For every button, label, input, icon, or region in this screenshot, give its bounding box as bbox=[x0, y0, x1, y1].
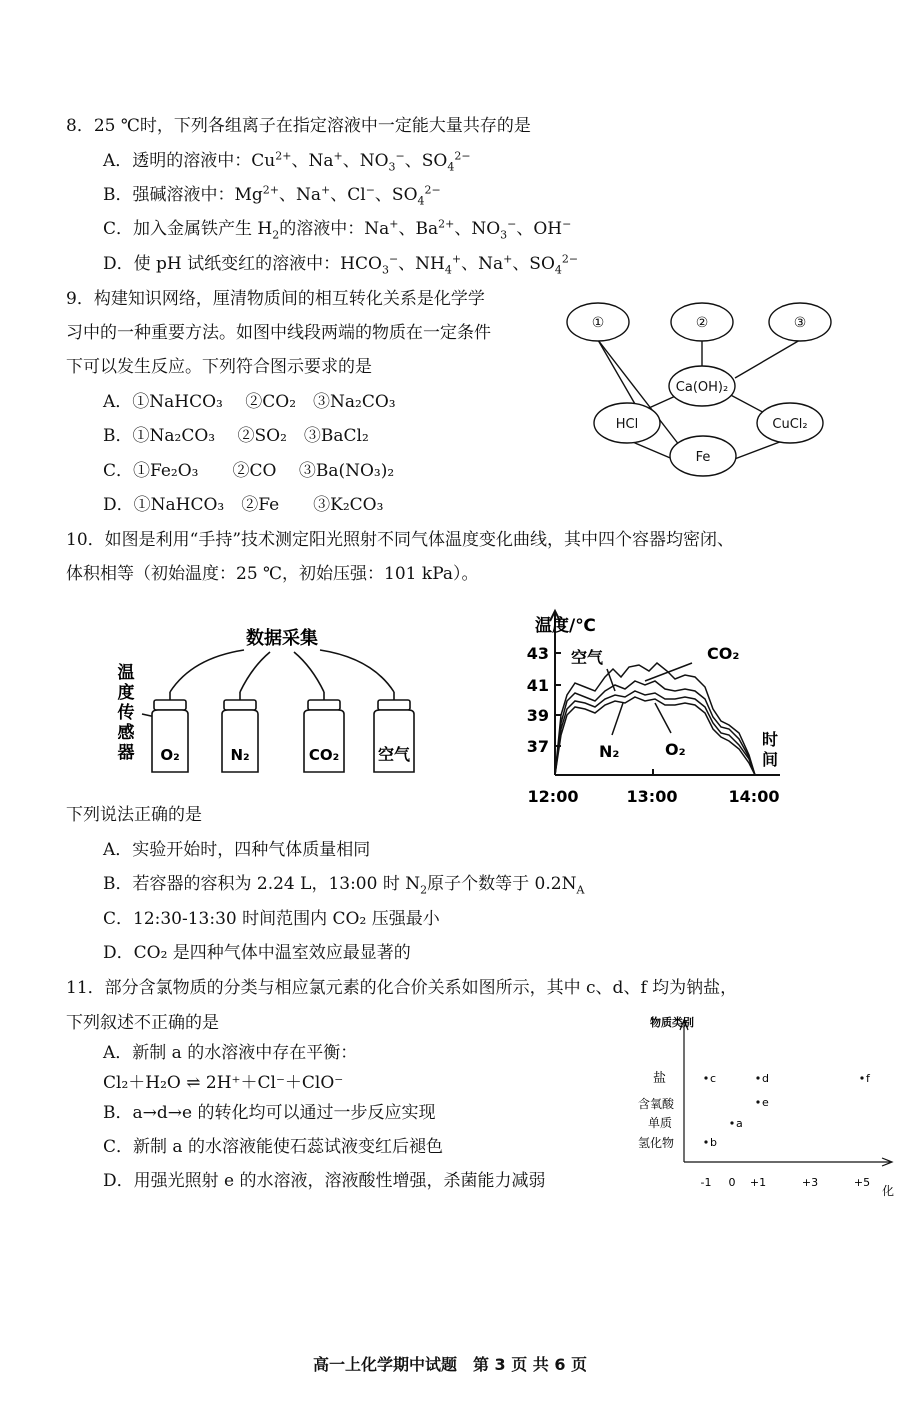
q8-option-d: D．使 pH 试纸变红的溶液中：$HCO_3^-$、$NH_4^+$、Na+、$SO_4^{2-}$ bbox=[103, 252, 579, 277]
q9-option-b: B．①Na₂CO₃ ②SO₂ ③BaCl₂ bbox=[103, 426, 369, 446]
point-label-c: c bbox=[710, 1072, 717, 1085]
point-e bbox=[756, 1100, 759, 1103]
bottle-o2: O₂ bbox=[160, 746, 180, 764]
curve-air bbox=[555, 681, 755, 775]
y-tick-43: 43 bbox=[526, 644, 549, 663]
q11-stem-1: 11．部分含氯物质的分类与相应氯元素的化合价关系如图所示，其中 c、d、f 均为钠盐， bbox=[66, 978, 738, 998]
label-air: 空气 bbox=[571, 648, 604, 667]
point-d bbox=[756, 1076, 759, 1079]
svg-text:器: 器 bbox=[117, 743, 135, 763]
curve-o2 bbox=[555, 697, 755, 775]
category-oxyacid: 含氧酸 bbox=[637, 1097, 674, 1111]
point-label-b: b bbox=[710, 1136, 717, 1149]
x-tick: +3 bbox=[801, 1176, 819, 1189]
category-hydride: 氢化物 bbox=[637, 1136, 674, 1150]
q10-option-a: A．实验开始时，四种气体质量相同 bbox=[103, 840, 371, 860]
q11-valence-chart bbox=[628, 1012, 898, 1202]
q10-option-b: B．若容器的容积为 2.24 L，13:00 时 $N_2$原子个数等于 $0.2N_A$ bbox=[103, 874, 585, 897]
bottle-co2: CO₂ bbox=[308, 746, 340, 764]
x-tick-1300: 13:00 bbox=[626, 787, 678, 806]
q10-apparatus-diagram bbox=[112, 622, 442, 777]
point-b bbox=[704, 1140, 707, 1143]
node-1: ① bbox=[591, 315, 605, 331]
chart-x-label: 化 bbox=[881, 1184, 894, 1198]
q11-option-d: D．用强光照射 e 的水溶液，溶液酸性增强，杀菌能力减弱 bbox=[103, 1171, 546, 1191]
category-salt: 盐 bbox=[652, 1071, 666, 1086]
bottle-air: 空气 bbox=[377, 745, 411, 764]
q9-stem-2: 习中的一种重要方法。如图中线段两端的物质在一定条件 bbox=[66, 323, 491, 343]
x-tick: +1 bbox=[749, 1176, 767, 1189]
q8-option-c: C．加入金属铁产生 $H_2$的溶液中：Na+、$Ba^{2+}$、$NO_3^-$、OH− bbox=[103, 217, 572, 242]
q9-option-d: D．①NaHCO₃ ②Fe ③K₂CO₃ bbox=[103, 495, 384, 515]
q9-stem-3: 下可以发生反应。下列符合图示要求的是 bbox=[66, 357, 372, 377]
label-o2: O₂ bbox=[665, 740, 686, 759]
node-2: ② bbox=[695, 315, 709, 331]
y-tick-39: 39 bbox=[526, 706, 549, 725]
point-a bbox=[730, 1121, 733, 1124]
q10-stem-2: 体积相等（初始温度：25 ℃，初始压强：101 kPa）。 bbox=[66, 564, 479, 584]
x-tick: -1 bbox=[700, 1176, 712, 1189]
label-n2: N₂ bbox=[599, 742, 620, 761]
svg-text:度: 度 bbox=[117, 683, 135, 703]
y-tick-37: 37 bbox=[526, 737, 549, 756]
temperature-sensor-label bbox=[117, 663, 135, 763]
svg-text:感: 感 bbox=[117, 723, 135, 743]
q8-stem: 8．25 ℃时，下列各组离子在指定溶液中一定能大量共存的是 bbox=[66, 116, 531, 136]
point-label-f: f bbox=[866, 1072, 870, 1085]
y-axis-label: 温度/℃ bbox=[535, 616, 596, 636]
node-caoh2: Ca(OH)₂ bbox=[675, 380, 729, 395]
q11-option-a-2: Cl₂＋H₂O ⇌ 2H⁺＋Cl⁻＋ClO⁻ bbox=[103, 1073, 344, 1093]
q10-option-c: C．12:30-13:30 时间范围内 CO₂ 压强最小 bbox=[103, 909, 440, 929]
x-axis-label-2: 间 bbox=[761, 750, 779, 769]
point-f bbox=[860, 1076, 863, 1079]
node-3: ③ bbox=[793, 315, 807, 331]
page-footer: 高一上化学期中试题 第 3 页 共 6 页 bbox=[312, 1355, 588, 1374]
data-collection-label: 数据采集 bbox=[246, 628, 318, 649]
q10-temperature-chart bbox=[495, 605, 795, 810]
x-tick-1400: 14:00 bbox=[728, 787, 780, 806]
category-element: 单质 bbox=[647, 1116, 672, 1130]
point-label-d: d bbox=[762, 1072, 769, 1085]
q10-lead: 下列说法正确的是 bbox=[66, 805, 202, 825]
q11-option-a-1: A．新制 a 的水溶液中存在平衡： bbox=[103, 1043, 358, 1063]
q9-stem-1: 9．构建知识网络，厘清物质间的相互转化关系是化学学 bbox=[66, 289, 485, 309]
node-fe: Fe bbox=[695, 450, 711, 465]
q9-reaction-network-diagram bbox=[560, 300, 850, 482]
x-tick: +5 bbox=[853, 1176, 871, 1189]
q8-option-b: B．强碱溶液中：$Mg^{2+}$、Na+、Cl−、$SO_4^{2-}$ bbox=[103, 183, 441, 208]
label-co2: CO₂ bbox=[707, 644, 740, 663]
q11-option-c: C．新制 a 的水溶液能使石蕊试液变红后褪色 bbox=[103, 1137, 443, 1157]
point-label-a: a bbox=[736, 1117, 743, 1130]
q11-stem-2: 下列叙述不正确的是 bbox=[66, 1013, 219, 1033]
point-label-e: e bbox=[762, 1096, 769, 1109]
q8-option-a: A．透明的溶液中：$Cu^{2+}$、Na+、$NO_3^-$、$SO_4^{2-}$ bbox=[103, 149, 471, 174]
svg-text:传: 传 bbox=[117, 703, 135, 723]
y-tick-41: 41 bbox=[526, 676, 549, 695]
q9-option-c: C．①Fe₂O₃ ②CO ③Ba(NO₃)₂ bbox=[103, 461, 395, 481]
node-hcl: HCl bbox=[615, 417, 639, 432]
q10-stem-1: 10．如图是利用“手持”技术测定阳光照射不同气体温度变化曲线，其中四个容器均密闭、 bbox=[66, 530, 735, 550]
x-tick-1200: 12:00 bbox=[527, 787, 579, 806]
x-axis-label-1: 时 bbox=[761, 730, 779, 749]
point-c bbox=[704, 1076, 707, 1079]
svg-text:温: 温 bbox=[117, 663, 135, 683]
q10-option-d: D．CO₂ 是四种气体中温室效应最显著的 bbox=[103, 943, 411, 963]
bottle-n2: N₂ bbox=[230, 746, 250, 764]
q9-option-a: A．①NaHCO₃ ②CO₂ ③Na₂CO₃ bbox=[103, 392, 396, 412]
x-tick: 0 bbox=[728, 1176, 736, 1189]
q11-option-b: B．a→d→e 的转化均可以通过一步反应实现 bbox=[103, 1103, 436, 1123]
chart-y-label: 物质类别 bbox=[650, 1016, 694, 1029]
curve-co2 bbox=[555, 663, 755, 775]
node-cucl2: CuCl₂ bbox=[772, 417, 808, 432]
